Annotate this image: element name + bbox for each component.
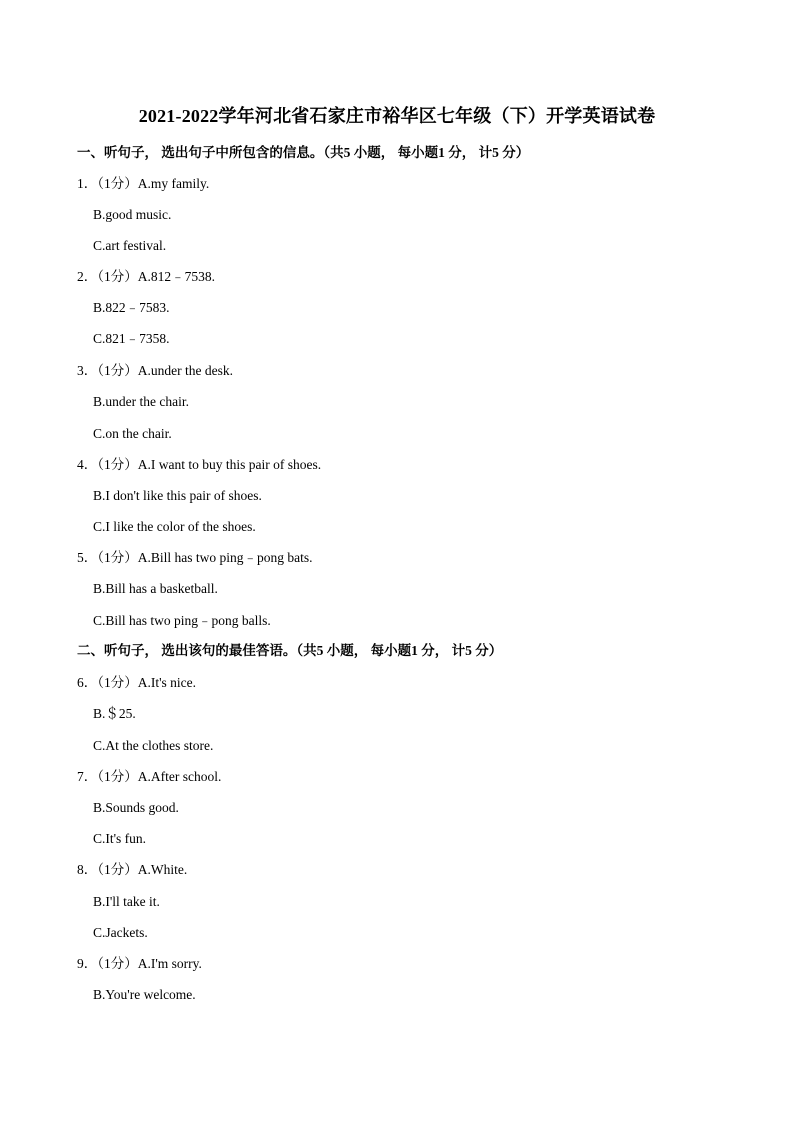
question-3-option-b: B.under the chair. [93,394,189,409]
question-7: 7．（1分）A.After school. [77,769,222,784]
question-1-option-c: C.art festival. [93,238,167,253]
question-7-option-c: C.It's fun. [93,831,147,846]
question-4-option-c: C.I like the color of the shoes. [93,519,256,534]
question-8-option-c: C.Jackets. [93,925,148,940]
section-heading-1: 一、听句子， 选出句子中所包含的信息。（共5 小题， 每小题1 分， 计5 分） [77,145,530,160]
question-1: 1．（1分）A.my family. [77,176,210,191]
question-8: 8．（1分）A.White. [77,862,188,877]
question-6-option-c: C.At the clothes store. [93,738,214,753]
question-2: 2．（1分）A.812﹣7538. [77,269,215,284]
page-title: 2021-2022学年河北省石家庄市裕华区七年级（下）开学英语试卷 [138,106,656,126]
question-3-option-c: C.on the chair. [93,426,172,441]
question-6-option-b: B.＄25. [93,706,136,721]
question-8-option-b: B.I'll take it. [93,894,160,909]
question-5: 5．（1分）A.Bill has two ping﹣pong bats. [77,550,313,565]
question-9-option-b: B.You're welcome. [93,987,196,1002]
question-3: 3．（1分）A.under the desk. [77,363,233,378]
question-4: 4．（1分）A.I want to buy this pair of shoes. [77,457,322,472]
question-5-option-b: B.Bill has a basketball. [93,581,218,596]
question-6: 6．（1分）A.It's nice. [77,675,197,690]
question-5-option-c: C.Bill has two ping﹣pong balls. [93,613,271,628]
question-7-option-b: B.Sounds good. [93,800,179,815]
question-2-option-b: B.822﹣7583. [93,300,170,315]
question-9: 9．（1分）A.I'm sorry. [77,956,202,971]
question-1-option-b: B.good music. [93,207,172,222]
question-2-option-c: C.821﹣7358. [93,331,170,346]
section-heading-2: 二、听句子， 选出该句的最佳答语。（共5 小题， 每小题1 分， 计5 分） [77,643,503,658]
question-4-option-b: B.I don't like this pair of shoes. [93,488,262,503]
